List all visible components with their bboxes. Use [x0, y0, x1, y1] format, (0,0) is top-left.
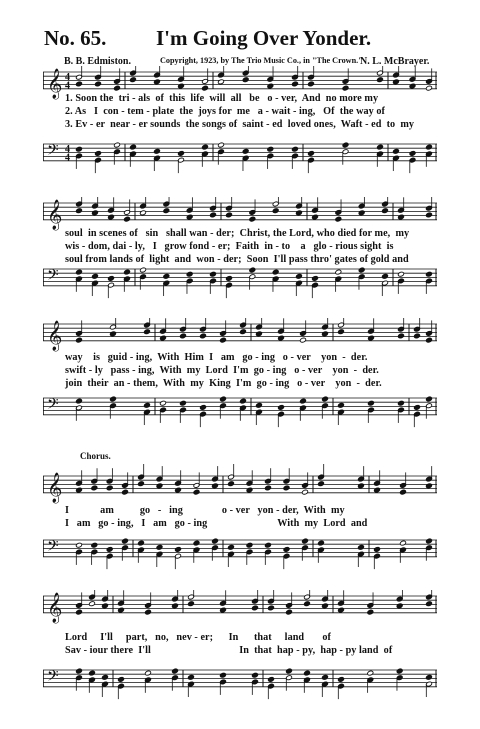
note-head-icon: [368, 400, 375, 406]
lyric-line-verse-1: way is guid - ing, With Him I am go - ing o - ver yon - der.: [65, 352, 368, 363]
note-head-icon: [118, 607, 125, 613]
note-head-icon: [124, 216, 131, 222]
note-head-icon: [318, 481, 325, 487]
note-head-icon: [144, 329, 151, 335]
note-head-icon: [114, 142, 121, 148]
note-head-icon: [193, 540, 200, 546]
note-head-icon: [342, 142, 349, 148]
note-head-icon: [292, 81, 299, 87]
note-head-icon: [114, 85, 121, 91]
note-head-icon: [175, 547, 182, 553]
note-head-icon: [302, 538, 309, 544]
time-signature-icon: 4: [65, 152, 70, 164]
note-head-icon: [304, 601, 311, 607]
note-head-icon: [76, 269, 83, 275]
note-head-icon: [335, 216, 342, 222]
note-head-icon: [409, 151, 416, 157]
note-head-icon: [318, 540, 325, 546]
note-head-icon: [414, 405, 421, 411]
note-head-icon: [358, 210, 365, 216]
note-head-icon: [426, 144, 433, 150]
note-head-icon: [393, 79, 400, 85]
note-head-icon: [240, 329, 247, 335]
note-head-icon: [272, 269, 279, 275]
note-head-icon: [426, 601, 433, 607]
note-head-icon: [272, 208, 279, 214]
bass-clef-icon: 𝄢: [47, 266, 59, 288]
note-head-icon: [240, 398, 247, 404]
note-head-icon: [426, 483, 433, 489]
note-head-icon: [377, 77, 384, 83]
note-head-icon: [400, 540, 407, 546]
note-head-icon: [163, 273, 170, 279]
note-head-icon: [358, 544, 365, 550]
time-signature-icon: 4: [65, 80, 70, 92]
note-head-icon: [246, 487, 253, 493]
note-head-icon: [426, 271, 433, 277]
note-head-icon: [398, 400, 405, 406]
note-head-icon: [242, 148, 249, 154]
note-head-icon: [118, 677, 125, 683]
lyric-line-verse-2: swift - ly pass - ing, With my Lord I'm go - ing o - ver yon - der.: [65, 365, 379, 376]
note-head-icon: [367, 609, 374, 615]
note-head-icon: [95, 81, 102, 87]
note-head-icon: [122, 538, 129, 544]
note-head-icon: [377, 144, 384, 150]
treble-clef-icon: 𝄞: [47, 592, 63, 623]
note-head-icon: [308, 81, 315, 87]
note-head-icon: [92, 210, 99, 216]
note-head-icon: [256, 402, 263, 408]
note-head-icon: [322, 396, 329, 402]
music-system-5: [43, 590, 437, 708]
note-head-icon: [212, 483, 219, 489]
note-head-icon: [228, 481, 235, 487]
note-head-icon: [202, 85, 209, 91]
staff-notation: [43, 197, 437, 309]
note-head-icon: [249, 216, 256, 222]
note-head-icon: [108, 214, 115, 220]
note-head-icon: [342, 85, 349, 91]
note-head-icon: [308, 151, 315, 157]
note-head-icon: [338, 329, 345, 335]
note-head-icon: [154, 148, 161, 154]
note-head-icon: [89, 670, 96, 676]
note-head-icon: [91, 542, 98, 548]
treble-clef-icon: 𝄞: [47, 199, 63, 230]
lyricist-credit: B. B. Edmiston.: [64, 56, 131, 67]
note-head-icon: [252, 605, 259, 611]
note-head-icon: [368, 335, 375, 341]
note-head-icon: [278, 335, 285, 341]
note-head-icon: [398, 214, 405, 220]
note-head-icon: [268, 677, 275, 683]
lyric-line-verse-2: wis - dom, dai - ly, I grow fond - er; Faith in - to a glo - rious sight is: [65, 241, 394, 252]
note-head-icon: [220, 396, 227, 402]
note-head-icon: [312, 276, 319, 282]
note-head-icon: [193, 489, 200, 495]
bass-clef-icon: 𝄢: [47, 141, 59, 163]
time-signature-icon: 4: [65, 143, 70, 155]
note-head-icon: [252, 672, 259, 678]
treble-clef-icon: 𝄞: [47, 472, 63, 503]
note-head-icon: [358, 267, 365, 273]
note-head-icon: [102, 674, 109, 680]
copyright-notice: Copyright, 1923, by The Trio Music Co., in "The Crown.": [160, 56, 363, 65]
note-head-icon: [76, 398, 83, 404]
note-head-icon: [358, 483, 365, 489]
note-head-icon: [398, 271, 405, 277]
note-head-icon: [76, 668, 83, 674]
note-head-icon: [396, 668, 403, 674]
note-head-icon: [89, 601, 96, 607]
note-head-icon: [220, 607, 227, 613]
note-head-icon: [322, 603, 329, 609]
note-head-icon: [300, 398, 307, 404]
lyric-line-verse-2: 2. As I con - tem - plate the joys for me a - wait - ing, Of the way of: [65, 106, 385, 117]
note-head-icon: [267, 146, 274, 152]
note-head-icon: [76, 542, 83, 548]
note-head-icon: [249, 267, 256, 273]
note-head-icon: [180, 333, 187, 339]
note-head-icon: [338, 607, 345, 613]
note-head-icon: [292, 146, 299, 152]
note-head-icon: [130, 77, 137, 83]
note-head-icon: [154, 79, 161, 85]
note-head-icon: [426, 396, 433, 402]
note-head-icon: [278, 405, 285, 411]
note-head-icon: [92, 273, 99, 279]
music-system-2: [43, 197, 437, 309]
note-head-icon: [172, 668, 179, 674]
note-head-icon: [102, 603, 109, 609]
note-head-icon: [160, 400, 167, 406]
note-head-icon: [212, 538, 219, 544]
music-system-3: [43, 318, 437, 438]
note-head-icon: [367, 670, 374, 676]
note-head-icon: [338, 402, 345, 408]
bass-clef-icon: 𝄢: [47, 667, 59, 689]
lyric-line-verse-3: 3. Ev - er near - er sounds the songs of saint - ed loved ones, Waft - ed to my: [65, 119, 415, 130]
note-head-icon: [188, 674, 195, 680]
note-head-icon: [312, 214, 319, 220]
note-head-icon: [220, 672, 227, 678]
lyric-line-chorus-2: I am go - ing, I am go - ing With my Lord and: [65, 518, 368, 529]
note-head-icon: [374, 487, 381, 493]
staff-group: [43, 464, 437, 569]
note-head-icon: [210, 212, 217, 218]
note-head-icon: [202, 144, 209, 150]
lyric-line-verse-3: soul from lands of light and won - der; Soon I'll pass thro' gates of gold and: [65, 254, 409, 265]
note-head-icon: [414, 333, 421, 339]
note-head-icon: [140, 210, 147, 216]
note-head-icon: [265, 485, 272, 491]
note-head-icon: [218, 142, 225, 148]
note-head-icon: [382, 273, 389, 279]
note-head-icon: [186, 271, 193, 277]
note-head-icon: [382, 208, 389, 214]
note-head-icon: [106, 485, 113, 491]
note-head-icon: [398, 333, 405, 339]
composer-credit: N. L. McBrayer.: [360, 56, 430, 67]
note-head-icon: [163, 208, 170, 214]
note-head-icon: [175, 487, 182, 493]
hymn-number: No. 65.: [44, 26, 107, 50]
lyric-line-chorus-1: I am go - ing o - ver yon - der, With my: [65, 505, 345, 516]
note-head-icon: [138, 481, 145, 487]
note-head-icon: [76, 146, 83, 152]
note-head-icon: [396, 603, 403, 609]
note-head-icon: [322, 331, 329, 337]
note-head-icon: [180, 400, 187, 406]
note-head-icon: [226, 276, 233, 282]
note-head-icon: [228, 544, 235, 550]
note-head-icon: [156, 544, 163, 550]
note-head-icon: [426, 538, 433, 544]
note-head-icon: [108, 276, 115, 282]
note-head-icon: [296, 273, 303, 279]
note-head-icon: [426, 674, 433, 680]
note-head-icon: [140, 267, 147, 273]
note-head-icon: [426, 85, 433, 91]
note-head-icon: [393, 148, 400, 154]
note-head-icon: [374, 547, 381, 553]
note-head-icon: [322, 674, 329, 680]
bass-clef-icon: 𝄢: [47, 537, 59, 559]
note-head-icon: [304, 670, 311, 676]
note-head-icon: [335, 269, 342, 275]
time-signature-icon: 4: [65, 71, 70, 83]
note-head-icon: [91, 485, 98, 491]
lyric-line-verse-1: soul in scenes of sin shall wan - der; Christ, the Lord, who died for me, my: [65, 228, 410, 239]
note-head-icon: [110, 331, 117, 337]
note-head-icon: [268, 605, 275, 611]
note-head-icon: [160, 335, 167, 341]
note-head-icon: [106, 547, 113, 553]
note-head-icon: [210, 271, 217, 277]
note-head-icon: [122, 489, 129, 495]
note-head-icon: [283, 485, 290, 491]
note-head-icon: [267, 83, 274, 89]
note-head-icon: [76, 609, 83, 615]
music-system-1: [43, 66, 437, 186]
note-head-icon: [338, 677, 345, 683]
note-head-icon: [186, 214, 193, 220]
lyric-line-chorus-2: Sav - iour there I'll In that hap - py, hap - py land of: [65, 645, 393, 656]
lyric-line-verse-3: join their an - them, With my King I'm go - ing o - ver yon - der.: [65, 378, 382, 389]
note-head-icon: [145, 670, 152, 676]
note-head-icon: [226, 212, 233, 218]
note-head-icon: [302, 489, 309, 495]
note-head-icon: [220, 337, 227, 343]
note-head-icon: [426, 337, 433, 343]
treble-clef-icon: 𝄞: [47, 320, 63, 351]
note-head-icon: [246, 542, 253, 548]
note-head-icon: [200, 405, 207, 411]
note-head-icon: [178, 83, 185, 89]
note-head-icon: [286, 668, 293, 674]
note-head-icon: [409, 83, 416, 89]
note-head-icon: [76, 208, 83, 214]
lyric-line-chorus-1: Lord I'll part, no, nev - er; In that land of: [65, 632, 331, 643]
note-head-icon: [265, 542, 272, 548]
note-head-icon: [242, 77, 249, 83]
note-head-icon: [178, 151, 185, 157]
note-head-icon: [426, 212, 433, 218]
note-head-icon: [156, 483, 163, 489]
note-head-icon: [110, 396, 117, 402]
note-head-icon: [124, 269, 131, 275]
note-head-icon: [188, 601, 195, 607]
note-head-icon: [256, 331, 263, 337]
note-head-icon: [76, 487, 83, 493]
bass-clef-icon: 𝄢: [47, 395, 59, 417]
note-head-icon: [286, 609, 293, 615]
note-head-icon: [76, 81, 83, 87]
note-head-icon: [138, 540, 145, 546]
note-head-icon: [76, 337, 83, 343]
note-head-icon: [300, 337, 307, 343]
note-head-icon: [145, 609, 152, 615]
note-head-icon: [130, 144, 137, 150]
hymn-title: I'm Going Over Yonder.: [156, 26, 372, 50]
note-head-icon: [172, 603, 179, 609]
lyric-line-verse-1: 1. Soon the tri - als of this life will all be o - ver, And no more my: [65, 93, 379, 104]
note-head-icon: [95, 151, 102, 157]
note-head-icon: [200, 333, 207, 339]
chorus-label: Chorus.: [80, 451, 111, 461]
note-head-icon: [296, 210, 303, 216]
note-head-icon: [283, 547, 290, 553]
note-head-icon: [400, 489, 407, 495]
note-head-icon: [218, 79, 225, 85]
music-system-4: [43, 462, 437, 580]
treble-clef-icon: 𝄞: [47, 68, 63, 99]
note-head-icon: [144, 402, 151, 408]
